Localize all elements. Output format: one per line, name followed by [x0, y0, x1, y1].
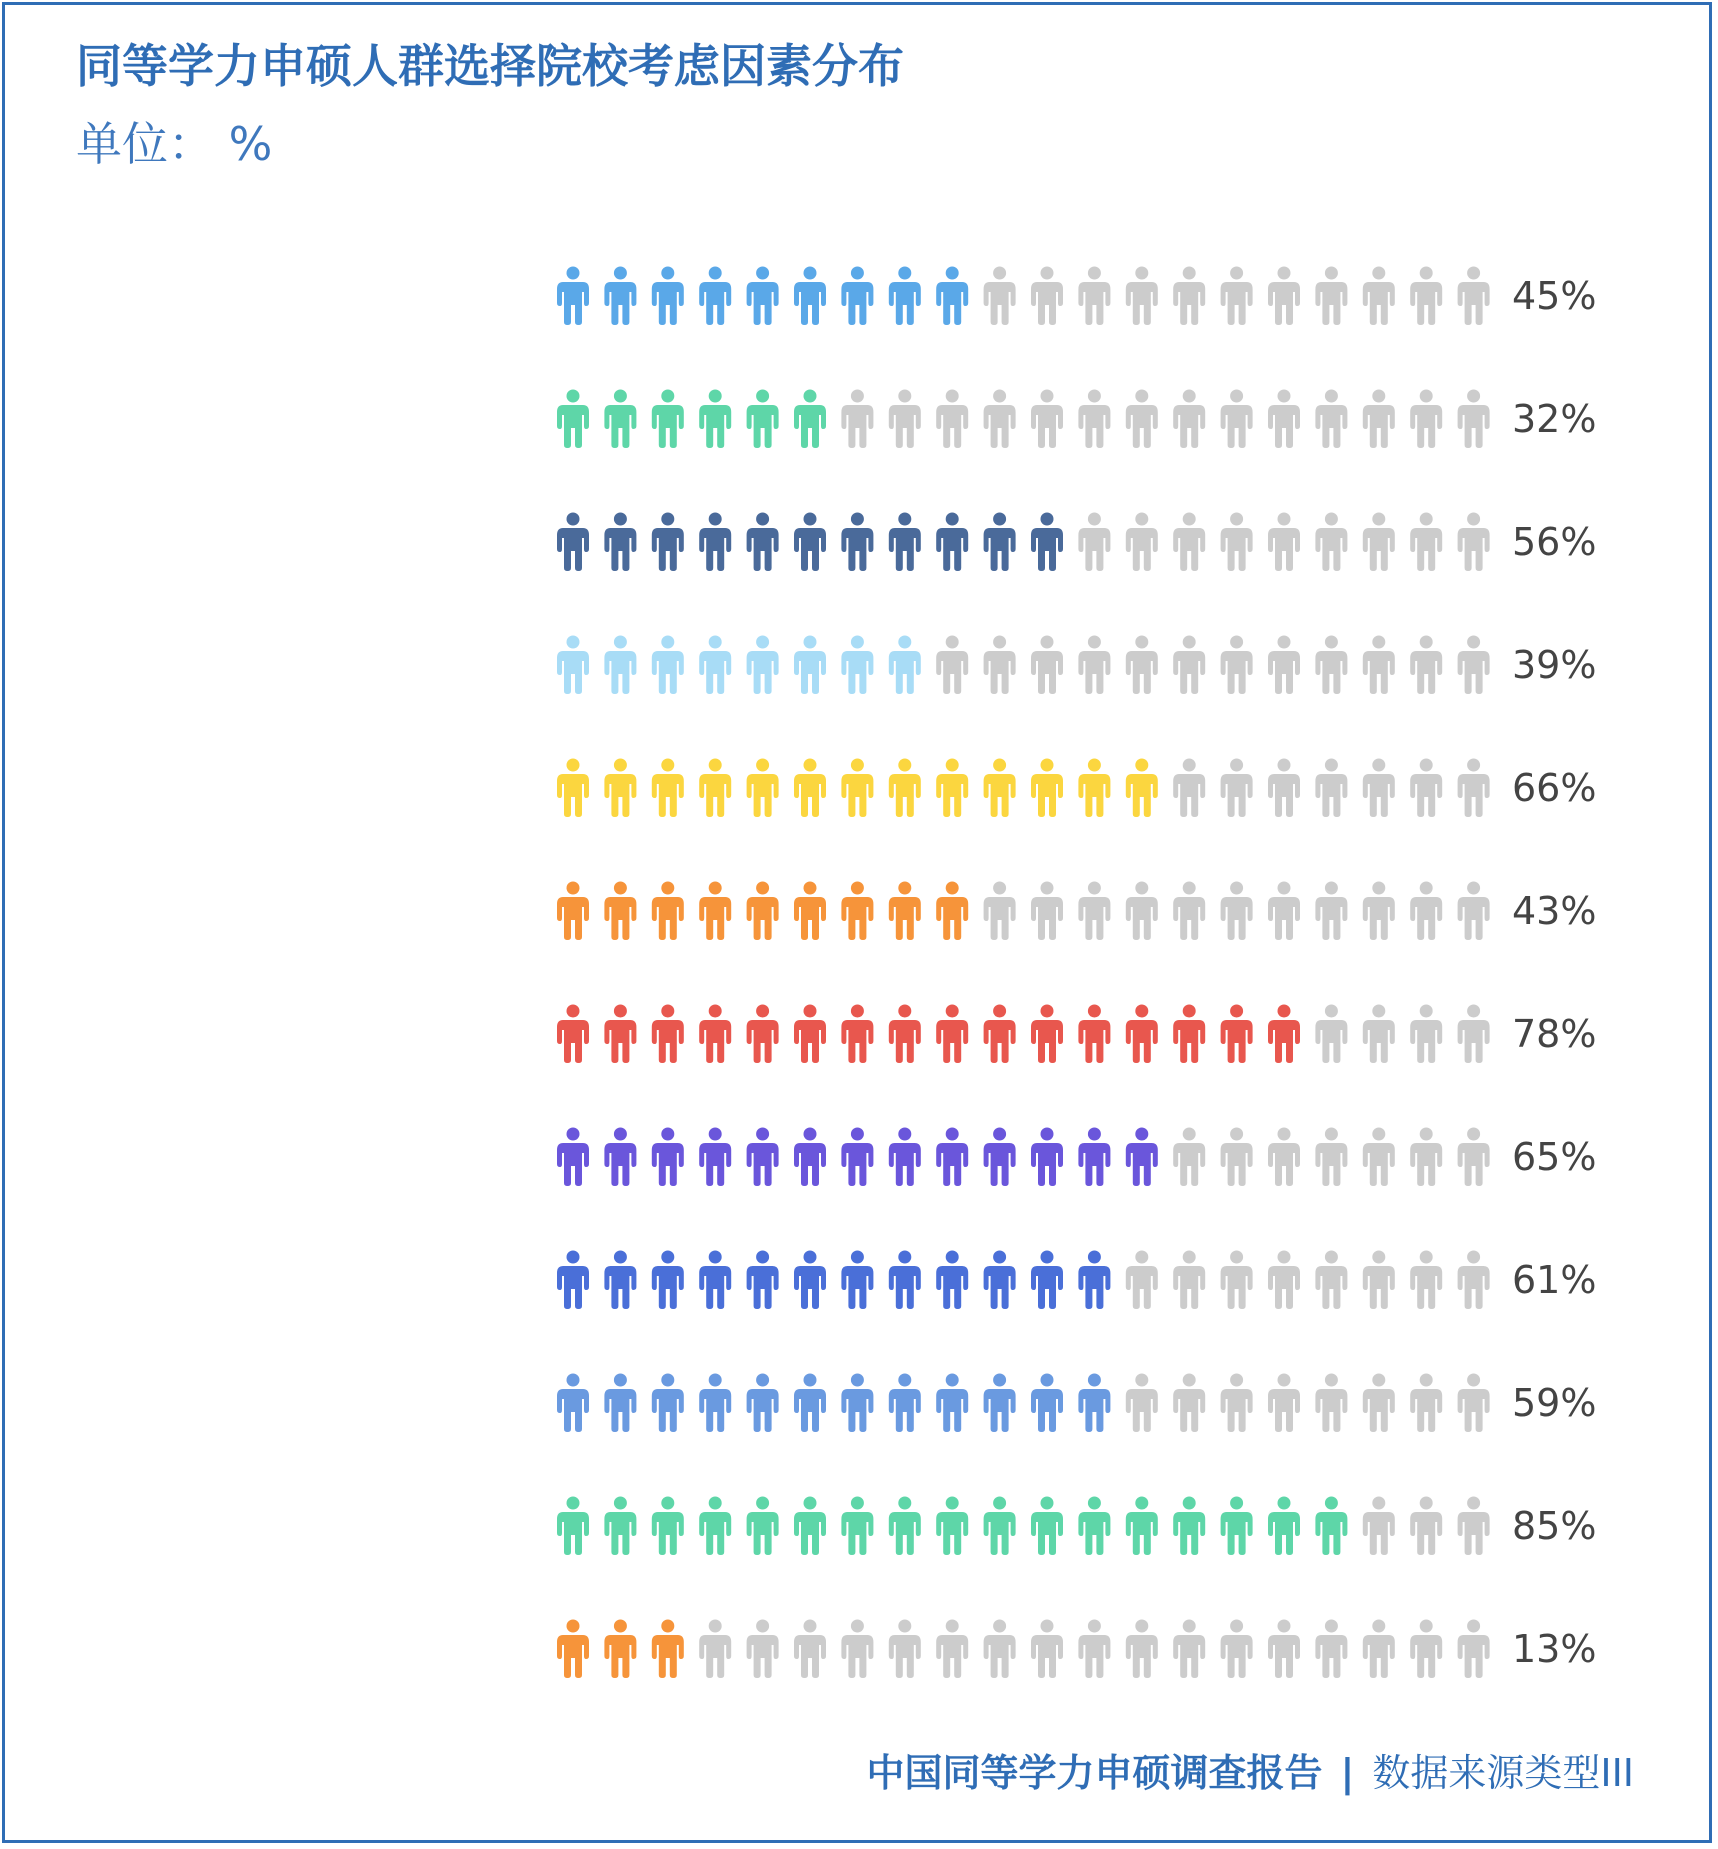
person-icon-filled: [652, 1128, 684, 1187]
person-icon-filled: [699, 267, 731, 326]
person-icon-empty: [1173, 759, 1205, 818]
pictogram-row: [557, 1620, 1490, 1679]
value-label: 85%: [1512, 1504, 1597, 1548]
person-icon-filled: [652, 636, 684, 695]
person-icon-filled: [1315, 1497, 1347, 1556]
person-icon-empty: [1173, 390, 1205, 449]
person-icon-filled: [1031, 513, 1063, 572]
pictogram-row: [557, 759, 1490, 818]
person-icon-filled: [557, 267, 589, 326]
person-icon-empty: [1363, 1620, 1395, 1679]
pictogram-row: [557, 636, 1490, 695]
person-icon-empty: [1078, 1620, 1110, 1679]
person-icon-filled: [699, 1374, 731, 1433]
person-icon-empty: [1315, 636, 1347, 695]
person-icon-filled: [747, 1128, 779, 1187]
person-icon-filled: [936, 882, 968, 941]
person-icon-empty: [1458, 1374, 1490, 1433]
person-icon-filled: [889, 513, 921, 572]
person-icon-filled: [557, 1620, 589, 1679]
pictogram-row: [557, 267, 1490, 326]
person-icon-filled: [1031, 1374, 1063, 1433]
person-icon-filled: [889, 1251, 921, 1310]
person-icon-filled: [1031, 1497, 1063, 1556]
person-icon-empty: [1268, 513, 1300, 572]
person-icon-filled: [794, 1374, 826, 1433]
pictogram-row: [557, 513, 1490, 572]
person-icon-empty: [1315, 1005, 1347, 1064]
person-icon-filled: [1078, 1005, 1110, 1064]
person-icon-empty: [1031, 882, 1063, 941]
person-icon-empty: [1410, 1005, 1442, 1064]
person-icon-filled: [557, 636, 589, 695]
person-icon-empty: [1458, 1251, 1490, 1310]
person-icon-filled: [1221, 1497, 1253, 1556]
person-icon-filled: [841, 513, 873, 572]
person-icon-empty: [1126, 636, 1158, 695]
person-icon-empty: [1173, 1128, 1205, 1187]
footer: [866, 1742, 1634, 1797]
person-icon-empty: [1458, 636, 1490, 695]
person-icon-empty: [1126, 390, 1158, 449]
person-icon-empty: [1173, 1251, 1205, 1310]
person-icon-empty: [1315, 1251, 1347, 1310]
person-icon-filled: [652, 1374, 684, 1433]
person-icon-empty: [1173, 1620, 1205, 1679]
person-icon-filled: [652, 1620, 684, 1679]
person-icon-empty: [1315, 513, 1347, 572]
person-icon-empty: [1078, 882, 1110, 941]
person-icon-filled: [984, 759, 1016, 818]
person-icon-filled: [747, 882, 779, 941]
value-label: 39%: [1512, 643, 1597, 687]
person-icon-empty: [1126, 267, 1158, 326]
person-icon-empty: [1458, 267, 1490, 326]
person-icon-filled: [652, 759, 684, 818]
value-label: 43%: [1512, 889, 1597, 933]
person-icon-empty: [1315, 1620, 1347, 1679]
person-icon-empty: [1268, 1251, 1300, 1310]
person-icon-empty: [1268, 1374, 1300, 1433]
person-icon-filled: [889, 1374, 921, 1433]
person-icon-empty: [1173, 513, 1205, 572]
person-icon-filled: [699, 513, 731, 572]
person-icon-empty: [1410, 759, 1442, 818]
person-icon-filled: [889, 1128, 921, 1187]
person-icon-empty: [1458, 882, 1490, 941]
pictogram-row: [557, 1005, 1490, 1064]
person-icon-filled: [1078, 1251, 1110, 1310]
person-icon-empty: [1221, 390, 1253, 449]
person-icon-empty: [889, 390, 921, 449]
chart-title: 同等学力申硕人群选择院校考虑因素分布: [76, 39, 904, 93]
person-icon-empty: [1173, 267, 1205, 326]
pictogram-row: [557, 1374, 1490, 1433]
person-icon-empty: [1173, 882, 1205, 941]
person-icon-filled: [841, 1005, 873, 1064]
person-icon-filled: [604, 1005, 636, 1064]
person-icon-filled: [841, 882, 873, 941]
person-icon-filled: [604, 390, 636, 449]
person-icon-empty: [1458, 513, 1490, 572]
person-icon-empty: [1315, 390, 1347, 449]
person-icon-filled: [936, 513, 968, 572]
value-label: 45%: [1512, 274, 1597, 318]
person-icon-filled: [699, 882, 731, 941]
person-icon-empty: [1363, 1128, 1395, 1187]
person-icon-empty: [1268, 636, 1300, 695]
value-label: 13%: [1512, 1627, 1597, 1671]
person-icon-empty: [1221, 267, 1253, 326]
person-icon-filled: [794, 1128, 826, 1187]
value-label: 66%: [1512, 766, 1597, 810]
person-icon-empty: [1410, 1251, 1442, 1310]
person-icon-empty: [1031, 1620, 1063, 1679]
person-icon-filled: [889, 636, 921, 695]
person-icon-filled: [557, 1251, 589, 1310]
person-icon-filled: [652, 1497, 684, 1556]
person-icon-empty: [1031, 636, 1063, 695]
person-icon-filled: [604, 882, 636, 941]
person-icon-filled: [652, 513, 684, 572]
person-icon-empty: [1126, 513, 1158, 572]
person-icon-empty: [699, 1620, 731, 1679]
person-icon-filled: [794, 636, 826, 695]
person-icon-empty: [1458, 1620, 1490, 1679]
person-icon-filled: [747, 1251, 779, 1310]
person-icon-filled: [557, 1128, 589, 1187]
person-icon-empty: [1315, 1374, 1347, 1433]
person-icon-filled: [604, 1620, 636, 1679]
unit-label: 单位： %: [76, 117, 273, 171]
person-icon-empty: [1173, 636, 1205, 695]
person-icon-filled: [794, 267, 826, 326]
person-icon-filled: [699, 1497, 731, 1556]
person-icon-filled: [747, 513, 779, 572]
person-icon-empty: [1221, 882, 1253, 941]
person-icon-filled: [699, 636, 731, 695]
person-icon-filled: [604, 513, 636, 572]
person-icon-filled: [652, 1005, 684, 1064]
person-icon-filled: [747, 1005, 779, 1064]
person-icon-empty: [1078, 390, 1110, 449]
person-icon-empty: [889, 1620, 921, 1679]
person-icon-empty: [794, 1620, 826, 1679]
person-icon-empty: [1363, 636, 1395, 695]
pictogram-row: [557, 1251, 1490, 1310]
person-icon-filled: [557, 1374, 589, 1433]
person-icon-filled: [557, 513, 589, 572]
person-icon-empty: [984, 390, 1016, 449]
person-icon-empty: [1410, 390, 1442, 449]
person-icon-empty: [936, 1620, 968, 1679]
person-icon-empty: [1078, 513, 1110, 572]
person-icon-filled: [889, 1497, 921, 1556]
person-icon-empty: [1458, 1497, 1490, 1556]
person-icon-filled: [1078, 1497, 1110, 1556]
value-label: 78%: [1512, 1012, 1597, 1056]
person-icon-filled: [699, 1005, 731, 1064]
person-icon-empty: [1458, 759, 1490, 818]
person-icon-filled: [794, 513, 826, 572]
person-icon-filled: [747, 1497, 779, 1556]
person-icon-empty: [1126, 1374, 1158, 1433]
person-icon-empty: [936, 390, 968, 449]
person-icon-filled: [699, 759, 731, 818]
person-icon-filled: [1078, 759, 1110, 818]
person-icon-empty: [747, 1620, 779, 1679]
person-icon-filled: [794, 759, 826, 818]
person-icon-empty: [1363, 882, 1395, 941]
person-icon-empty: [1221, 1128, 1253, 1187]
person-icon-filled: [1173, 1005, 1205, 1064]
value-label: 61%: [1512, 1258, 1597, 1302]
pictogram-row: [557, 882, 1490, 941]
person-icon-filled: [747, 759, 779, 818]
person-icon-filled: [889, 882, 921, 941]
person-icon-filled: [984, 1497, 1016, 1556]
person-icon-empty: [1315, 882, 1347, 941]
person-icon-filled: [604, 1374, 636, 1433]
person-icon-filled: [1126, 1497, 1158, 1556]
person-icon-filled: [936, 759, 968, 818]
footer-source: 中国同等学力申硕调查报告: [866, 1751, 1323, 1795]
person-icon-filled: [557, 1497, 589, 1556]
person-icon-empty: [1410, 513, 1442, 572]
person-icon-filled: [1126, 1005, 1158, 1064]
person-icon-filled: [1031, 759, 1063, 818]
person-icon-empty: [936, 636, 968, 695]
person-icon-filled: [841, 267, 873, 326]
person-icon-filled: [1078, 1374, 1110, 1433]
person-icon-empty: [1126, 1251, 1158, 1310]
person-icon-empty: [1268, 1620, 1300, 1679]
person-icon-empty: [841, 1620, 873, 1679]
person-icon-empty: [1221, 759, 1253, 818]
person-icon-empty: [1363, 1497, 1395, 1556]
person-icon-empty: [1173, 1374, 1205, 1433]
person-icon-empty: [1031, 267, 1063, 326]
person-icon-empty: [1410, 1620, 1442, 1679]
person-icon-filled: [747, 390, 779, 449]
person-icon-filled: [984, 1374, 1016, 1433]
person-icon-empty: [1078, 636, 1110, 695]
person-icon-empty: [1078, 267, 1110, 326]
person-icon-filled: [794, 1497, 826, 1556]
value-label: 32%: [1512, 397, 1597, 441]
person-icon-filled: [557, 1005, 589, 1064]
person-icon-filled: [936, 1497, 968, 1556]
person-icon-empty: [1458, 1128, 1490, 1187]
person-icon-filled: [1268, 1497, 1300, 1556]
person-icon-filled: [604, 759, 636, 818]
person-icon-filled: [889, 759, 921, 818]
person-icon-filled: [984, 1128, 1016, 1187]
person-icon-empty: [1410, 1374, 1442, 1433]
person-icon-empty: [1221, 1251, 1253, 1310]
person-icon-empty: [1410, 882, 1442, 941]
person-icon-filled: [652, 1251, 684, 1310]
value-label: 59%: [1512, 1381, 1597, 1425]
person-icon-empty: [1126, 882, 1158, 941]
person-icon-empty: [1363, 267, 1395, 326]
person-icon-filled: [1078, 1128, 1110, 1187]
person-icon-filled: [699, 1128, 731, 1187]
person-icon-filled: [557, 759, 589, 818]
person-icon-filled: [936, 1251, 968, 1310]
person-icon-filled: [984, 1005, 1016, 1064]
person-icon-filled: [1268, 1005, 1300, 1064]
person-icon-empty: [984, 636, 1016, 695]
person-icon-filled: [794, 390, 826, 449]
person-icon-filled: [984, 513, 1016, 572]
person-icon-filled: [936, 1005, 968, 1064]
person-icon-filled: [841, 1497, 873, 1556]
person-icon-filled: [1031, 1128, 1063, 1187]
person-icon-empty: [1268, 882, 1300, 941]
person-icon-empty: [984, 1620, 1016, 1679]
person-icon-filled: [1126, 759, 1158, 818]
person-icon-filled: [936, 267, 968, 326]
person-icon-empty: [1315, 267, 1347, 326]
person-icon-filled: [557, 882, 589, 941]
person-icon-filled: [841, 1251, 873, 1310]
person-icon-empty: [1410, 636, 1442, 695]
person-icon-filled: [747, 1374, 779, 1433]
person-icon-filled: [841, 636, 873, 695]
person-icon-filled: [984, 1251, 1016, 1310]
person-icon-filled: [604, 636, 636, 695]
person-icon-empty: [1221, 636, 1253, 695]
person-icon-empty: [1315, 1128, 1347, 1187]
person-icon-empty: [1221, 1374, 1253, 1433]
person-icon-filled: [841, 1374, 873, 1433]
person-icon-empty: [1315, 759, 1347, 818]
person-icon-filled: [841, 1128, 873, 1187]
person-icon-empty: [1268, 1128, 1300, 1187]
pictogram-row: [557, 390, 1490, 449]
person-icon-filled: [652, 390, 684, 449]
pictogram-row: [557, 1497, 1490, 1556]
person-icon-empty: [1410, 267, 1442, 326]
footer-type: 数据来源类型III: [1372, 1751, 1634, 1795]
footer-separator: |: [1340, 1751, 1355, 1795]
person-icon-filled: [747, 267, 779, 326]
person-icon-empty: [1268, 759, 1300, 818]
person-icon-filled: [1031, 1251, 1063, 1310]
person-icon-filled: [699, 390, 731, 449]
person-icon-filled: [604, 1251, 636, 1310]
person-icon-empty: [1410, 1128, 1442, 1187]
value-label: 56%: [1512, 520, 1597, 564]
person-icon-empty: [1221, 513, 1253, 572]
person-icon-empty: [1458, 390, 1490, 449]
person-icon-filled: [557, 390, 589, 449]
person-icon-filled: [747, 636, 779, 695]
person-icon-empty: [1363, 390, 1395, 449]
person-icon-empty: [1410, 1497, 1442, 1556]
person-icon-empty: [1221, 1620, 1253, 1679]
person-icon-empty: [1268, 390, 1300, 449]
person-icon-empty: [1363, 1251, 1395, 1310]
person-icon-empty: [1126, 1620, 1158, 1679]
person-icon-filled: [794, 1005, 826, 1064]
person-icon-filled: [1173, 1497, 1205, 1556]
person-icon-filled: [936, 1374, 968, 1433]
person-icon-filled: [652, 267, 684, 326]
person-icon-empty: [984, 882, 1016, 941]
person-icon-filled: [794, 1251, 826, 1310]
person-icon-empty: [1031, 390, 1063, 449]
person-icon-filled: [699, 1251, 731, 1310]
person-icon-filled: [604, 1128, 636, 1187]
person-icon-empty: [984, 267, 1016, 326]
person-icon-empty: [1363, 759, 1395, 818]
person-icon-filled: [652, 882, 684, 941]
person-icon-filled: [889, 1005, 921, 1064]
person-icon-filled: [841, 759, 873, 818]
person-icon-filled: [936, 1128, 968, 1187]
person-icon-filled: [1126, 1128, 1158, 1187]
person-icon-empty: [1363, 1374, 1395, 1433]
pictogram-row: [557, 1128, 1490, 1187]
person-icon-filled: [1031, 1005, 1063, 1064]
person-icon-empty: [1363, 1005, 1395, 1064]
person-icon-filled: [889, 267, 921, 326]
person-icon-empty: [1268, 267, 1300, 326]
person-icon-filled: [1221, 1005, 1253, 1064]
person-icon-filled: [794, 882, 826, 941]
person-icon-empty: [1458, 1005, 1490, 1064]
person-icon-filled: [604, 267, 636, 326]
value-label: 65%: [1512, 1135, 1597, 1179]
person-icon-filled: [604, 1497, 636, 1556]
person-icon-empty: [841, 390, 873, 449]
person-icon-empty: [1363, 513, 1395, 572]
